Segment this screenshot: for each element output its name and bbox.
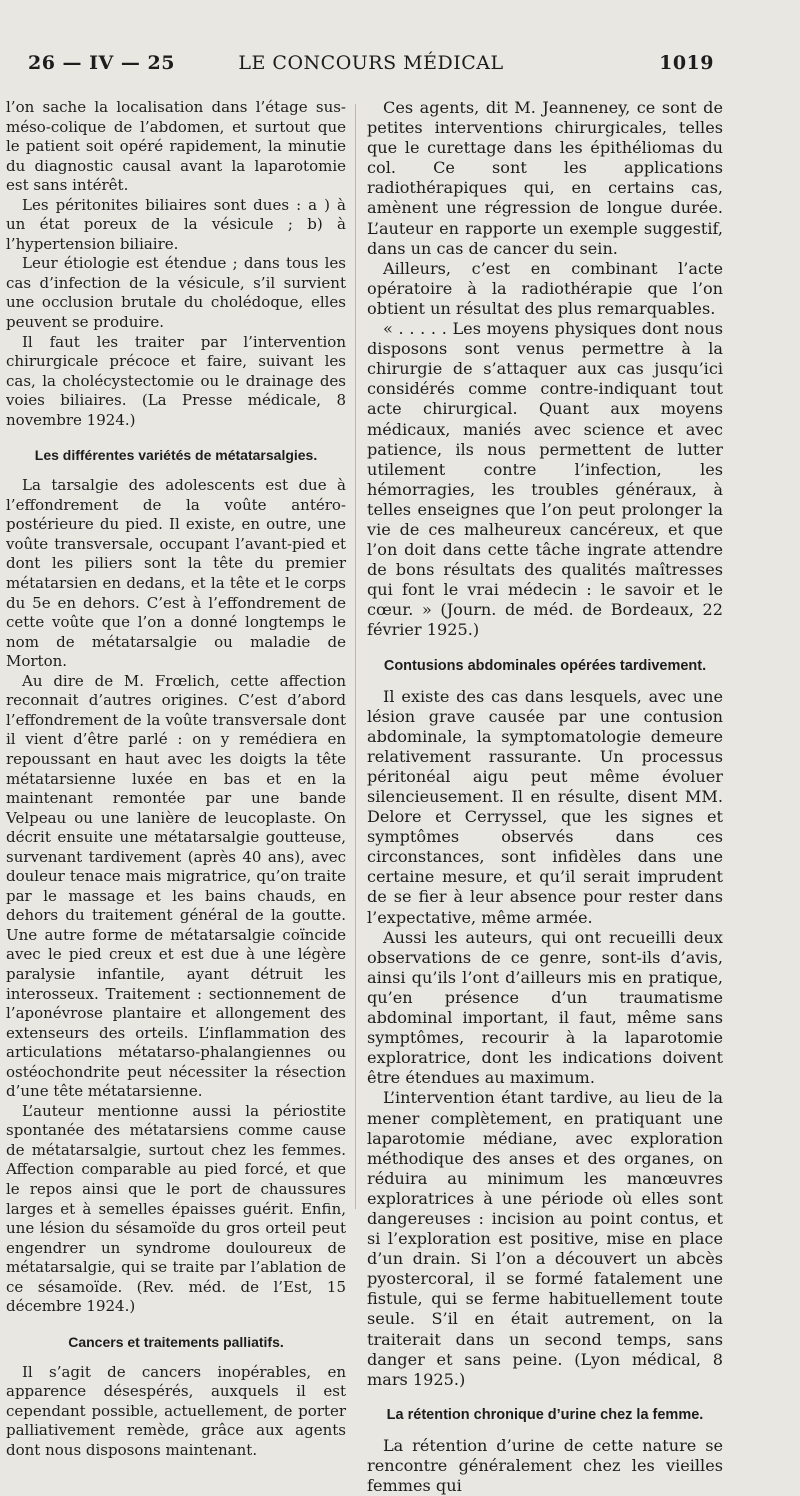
paragraph: Ailleurs, c’est en combinant l’acte opératoire à la radiothérapie que l’on obtient un résultat des plus remarquables. — [367, 258, 723, 318]
right-column — [367, 98, 723, 1496]
paragraph: Leur étiologie est étendue ; dans tous les cas d’infection de la vésicule, s’il survient une occlusion brutale du cholédoque, elles peuvent se produire. — [6, 254, 346, 332]
section-heading: Cancers et traitements palliatifs. — [68, 1333, 284, 1350]
paragraph: Les péritonites biliaires sont dues : a ) à un état poreux de la vésicule ; b) à l’hypertension biliaire. — [6, 195, 346, 253]
paragraph: La rétention d’urine de cette nature se rencontre généralement chez les vieilles femmes qui — [367, 1435, 723, 1495]
column-divider — [355, 104, 356, 1209]
paragraph: Ces agents, dit M. Jeanneney, ce sont de petites interventions chirurgicales, telles que le curettage dans les épithéliomas du col. Ce sont les applications radiothérapiques qui, en certains cas, amènent une régression de longue durée. L’auteur en rapporte un exemple suggestif, dans un cas de cancer du sein. — [367, 98, 723, 258]
journal-title: LE CONCOURS MÉDICAL — [238, 52, 504, 74]
section-heading: La rétention chronique d’urine chez la femme. — [386, 1406, 704, 1423]
page-header — [28, 52, 714, 80]
paragraph: Il s’agit de cancers inopérables, en apparence désespérés, auxquels il est cependant possible, actuellement, de porter palliativement remède, grâce aux agents dont nous disposons maintenant. — [6, 1362, 346, 1459]
paragraph: L’intervention étant tardive, au lieu de la mener complètement, en pratiquant une laparotomie médiane, avec exploration méthodique des anses et des organes, on réduira au minimum les manœuvres exploratrices à une période où elles sont dangereuses : incision au point contus, et si l’exploration est positive, mise en place d’un drain. Si l’on a découvert un abcès pyostercoral, il se formé fatalement une fistule, qui se ferme habituellement toute seule. S’il en était autrement, on la traiterait dans un second temps, sans danger et sans peine. (Lyon médical, 8 mars 1925.) — [367, 1088, 723, 1389]
left-column — [6, 98, 346, 1461]
paragraph: « . . . . . Les moyens physiques dont nous disposons sont venus permettre à la chirurgie de s’attaquer aux cas jusqu’ici considérés comme contre-indiquant tout acte chirurgical. Quant aux moyens médicaux, maniés avec science et avec patience, ils nous permettent de lutter utilement contre l’infection, les hémorragies, les troubles généraux, à telles enseignes que l’on peut prolonger la vie de ces malheureux cancéreux, et que l’on doit dans cette tâche ingrate attendre de bons résultats des qualités maîtresses qui font le vrai médecin : le savoir et le cœur. » (Journ. de méd. de Bordeaux, 22 février 1925.) — [367, 319, 723, 640]
paragraph: l’on sache la localisation dans l’étage sus-méso-colique de l’abdomen, et surtout que le patient soit opéré rapidement, la minutie du diagnostic causal avant la laparotomie est sans intérêt. — [6, 98, 346, 195]
paragraph: Il faut les traiter par l’intervention chirurgicale précoce et faire, suivant les cas, la cholécystectomie ou le drainage des voies biliaires. (La Presse médicale, 8 novembre 1924.) — [6, 332, 346, 429]
header-date: 26 — IV — 25 — [28, 52, 175, 74]
paragraph: L’auteur mentionne aussi la périostite spontanée des métatarsiens comme cause de métatarsalgie, surtout chez les femmes. Affection comparable au pied forcé, et que le repos ainsi que le port de chaussures larges et à semelles épaisses guérit. Enfin, une lésion du sésamoïde du gros orteil peut engendrer un syndrome douloureux de métatarsalgie, qui se traite par l’ablation de ce sésamoïde. (Rev. méd. de l’Est, 15 décembre 1924.) — [6, 1101, 346, 1316]
paragraph: Aussi les auteurs, qui ont recueilli deux observations de ce genre, sont-ils d’avis, ainsi qu’ils l’ont d’ailleurs mis en pratique, qu’en présence d’un traumatisme abdominal important, il faut, même sans symptômes, recourir à la laparotomie exploratrice, dont les indications doivent être étendues au maximum. — [367, 927, 723, 1088]
page-number: 1019 — [659, 52, 714, 74]
section-heading: Contusions abdominales opérées tardivement. — [383, 657, 707, 674]
paragraph: Il existe des cas dans lesquels, avec une lésion grave causée par une contusion abdominale, la symptomatologie demeure relativement rassurante. Un processus péritonéal aigu peut même évoluer silencieusement. Il en résulte, disent MM. Delore et Cerryssel, que les signes et symptômes observés dans ces circonstances, sont infidèles dans une certaine mesure, et qu’il serait imprudent de se fier à leur absence pour rester dans l’expectative, même armée. — [367, 686, 723, 927]
section-heading: Les différentes variétés de métatarsalgies. — [34, 447, 318, 464]
paragraph: Au dire de M. Frœlich, cette affection reconnait d’autres origines. C’est d’abord l’effondrement de la voûte transversale dont il vient d’être parlé : on y remédiera en repoussant en haut avec les doigts la tête métatarsienne luxée en bas et en la maintenant remontée par une bande Velpeau ou une lanière de leucoplaste. On décrit ensuite une métatarsalgie goutteuse, survenant tardivement (après 40 ans), avec douleur tenace mais migratrice, qu’on traite par le massage et les bains chauds, en dehors du traitement général de la goutte. Une autre forme de métatarsalgie coïncide avec le pied creux et est due à une légère paralysie infantile, ayant détruit les interosseux. Traitement : sectionnement de l’aponévrose plantaire et allongement des extenseurs des orteils. L’inflammation des articulations métatarso-phalangiennes ou ostéochondrite peut nécessiter la résection d’une tête métatarsienne. — [6, 671, 346, 1101]
paragraph: La tarsalgie des adolescents est due à l’effondrement de la voûte antéro-postérieure du pied. Il existe, en outre, une voûte transversale, occupant l’avant-pied et dont les piliers sont la tête du premier métatarsien en dedans, et la tête et le corps du 5e en dehors. C’est à l’effondrement de cette voûte que l’on a donné longtemps le nom de métatarsalgie ou maladie de Morton. — [6, 476, 346, 671]
